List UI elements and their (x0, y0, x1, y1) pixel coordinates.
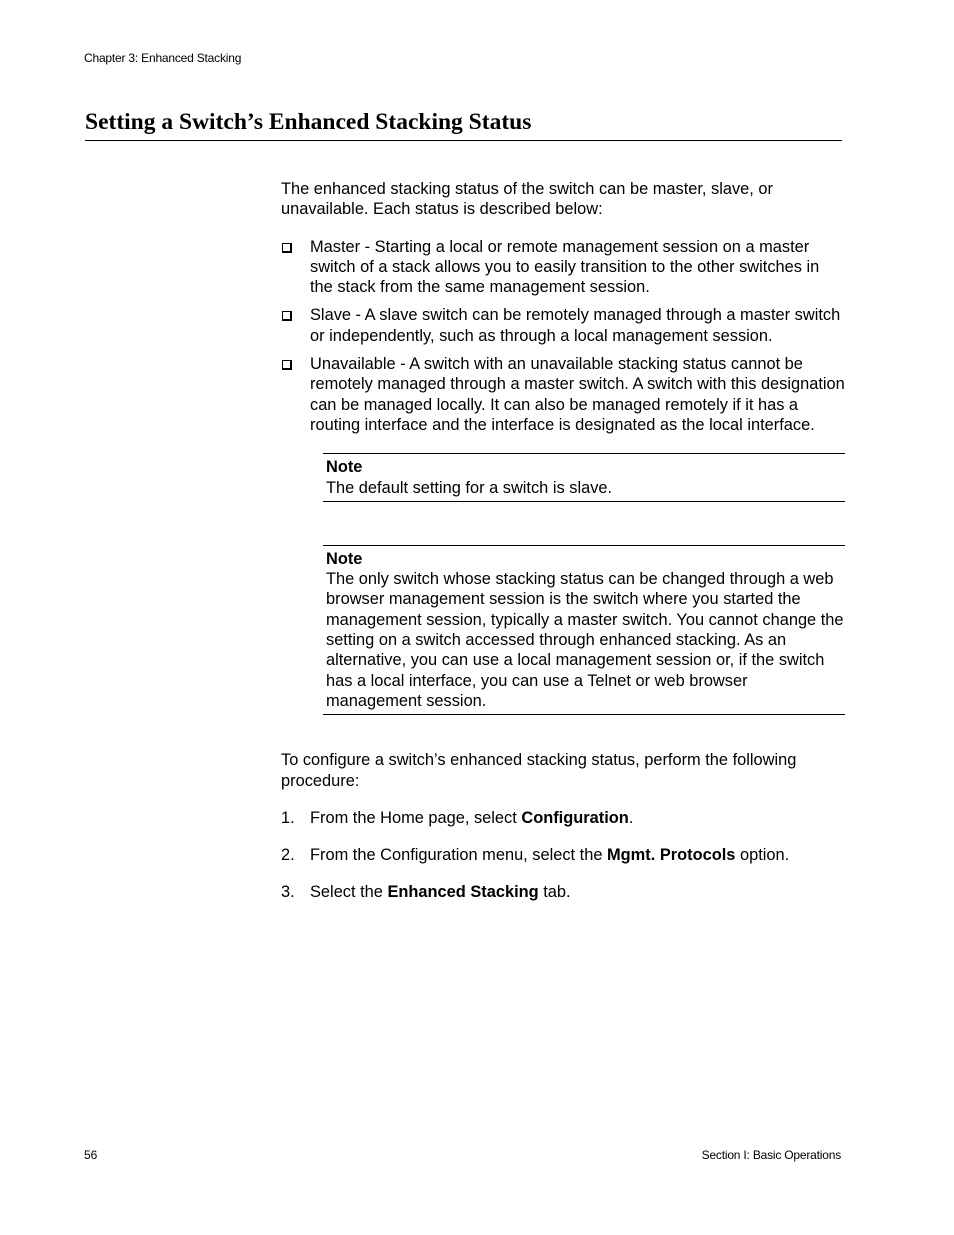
note-web-browser (323, 545, 845, 715)
checkbox-bullet-icon (282, 311, 292, 321)
procedure-intro: To configure a switch’s enhanced stacking status, perform the following procedure: (281, 751, 797, 790)
status-list (281, 237, 846, 436)
list-item (281, 808, 846, 828)
note-default-setting (323, 453, 845, 502)
list-item (281, 237, 846, 298)
running-footer-section: Section I: Basic Operations (701, 1148, 841, 1162)
body-content (281, 179, 846, 920)
page-number: 56 (84, 1148, 98, 1162)
status-unavailable-text: Unavailable - A switch with an unavailable stacking status cannot be remotely managed through a master switch. A switch with this designation can be managed locally. It can also be managed remotely if it has a routing interface and the interface is designated as the local interface. (310, 355, 845, 434)
note-text: The only switch whose stacking status can be changed through a web browser management session is the switch where you started the management session, typically a master switch. You cannot change the setting on a switch accessed through enhanced stacking. As an alternative, you can use a local management session or, if the switch has a local interface, you can use a Telnet or web browser management session. (326, 570, 844, 710)
step-number: 2. (281, 846, 295, 865)
procedure-steps (281, 808, 846, 903)
section-title: Setting a Switch’s Enhanced Stacking Status (85, 108, 842, 141)
status-slave-text: Slave - A slave switch can be remotely managed through a master switch or independently, such as through a local management session. (310, 306, 841, 345)
list-item (281, 305, 846, 346)
step-text: From the Home page, select (310, 808, 522, 827)
step-text: Select the (310, 883, 388, 902)
step-text-end: option. (735, 846, 790, 865)
note-text: The default setting for a switch is slave. (326, 478, 613, 497)
step-ui-term: Enhanced Stacking (387, 883, 539, 902)
step-text: From the Configuration menu, select the (310, 846, 608, 865)
step-text-end: . (628, 808, 634, 827)
step-ui-term: Configuration (521, 808, 629, 827)
step-number: 1. (281, 808, 295, 827)
list-item (281, 845, 846, 865)
note-heading: Note (326, 549, 363, 568)
checkbox-bullet-icon (282, 243, 292, 253)
checkbox-bullet-icon (282, 360, 292, 370)
note-heading: Note (326, 458, 363, 477)
status-master-text: Master - Starting a local or remote management session on a master switch of a stack allows you to easily transition to the other switches in the stack from the same management session. (310, 237, 820, 297)
list-item (281, 882, 846, 902)
step-number: 3. (281, 883, 295, 902)
intro-paragraph: The enhanced stacking status of the switch can be master, slave, or unavailable. Each status is described below: (281, 180, 773, 219)
step-text-end: tab. (538, 883, 571, 902)
step-ui-term: Mgmt. Protocols (607, 846, 736, 865)
list-item (281, 354, 846, 435)
running-header: Chapter 3: Enhanced Stacking (84, 51, 242, 65)
